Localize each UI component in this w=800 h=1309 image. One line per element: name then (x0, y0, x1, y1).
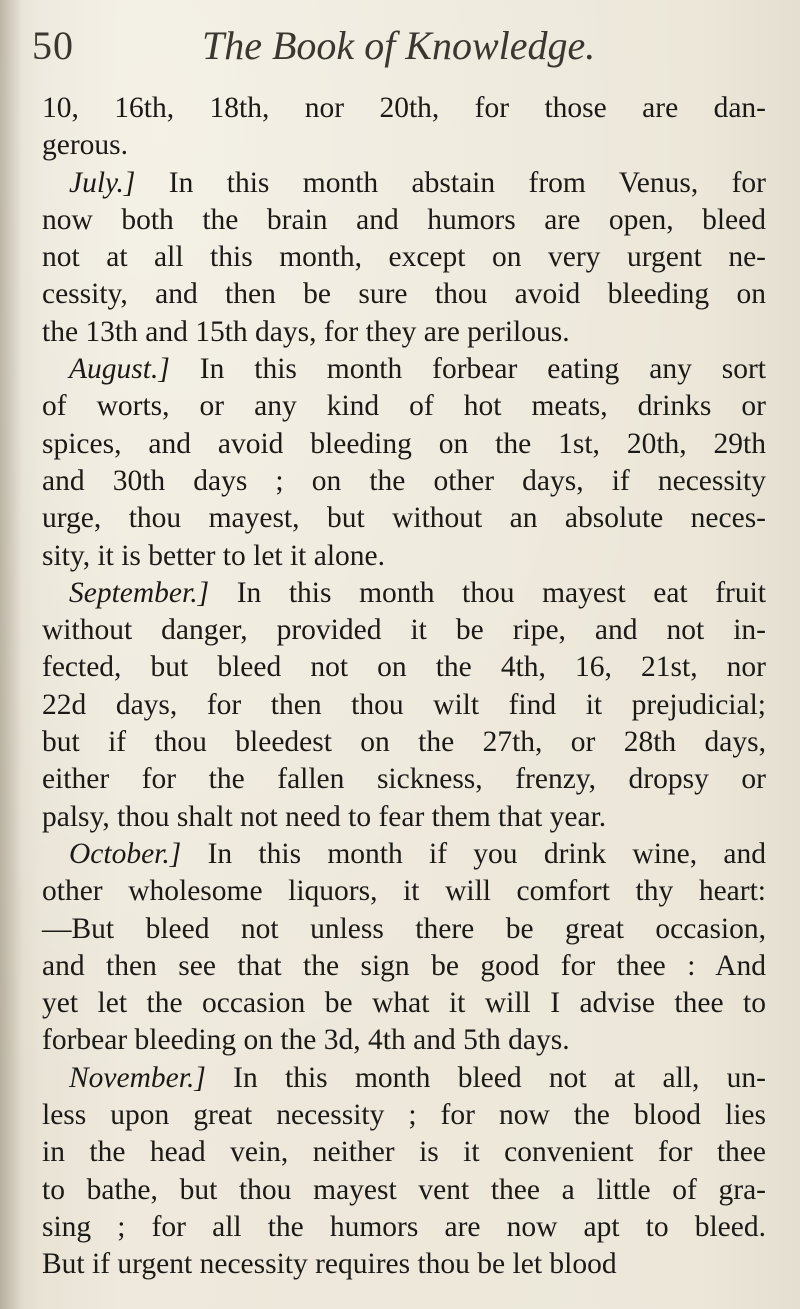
text-line: palsy, thou shalt not need to fear them that year. (42, 800, 607, 833)
text-line: sity, it is better to let it alone. (42, 539, 386, 572)
text-line: cessity, and then be sure thou avoid bleeding on (42, 278, 766, 311)
text-line: the 13th and 15th days, for they are perilous. (42, 315, 570, 348)
running-title: The Book of Knowledge. (202, 23, 596, 68)
month-heading-november: November.] (69, 1061, 206, 1094)
text-line: yet let the occasion be what it will I advise thee to (42, 987, 766, 1020)
paragraph-first-line (42, 575, 766, 612)
page-number: 50 (32, 23, 74, 68)
paragraph-first-line (42, 836, 766, 873)
text-line: —But bleed not unless there be great occasion, (42, 912, 766, 945)
text-line: and then see that the sign be good for thee : And (42, 949, 766, 982)
text-run: In this month if you drink wine, and (207, 837, 766, 870)
binding-gutter-shadow (0, 0, 22, 1309)
text-line: urge, thou mayest, but without an absolute neces- (42, 502, 766, 535)
text-line: gerous. (42, 129, 129, 162)
text-line: other wholesome liquors, it will comfort thy heart: (42, 875, 766, 908)
text-line: fected, but bleed not on the 4th, 16, 21st, nor (42, 651, 766, 684)
text-line: of worts, or any kind of hot meats, drinks or (42, 390, 766, 423)
month-heading-july: July.] (69, 166, 136, 199)
text-run: In this month thou mayest eat fruit (236, 576, 766, 609)
text-run: In this month bleed not at all, un- (233, 1061, 766, 1094)
text-line: without danger, provided it be ripe, and not in- (42, 614, 766, 647)
running-head (32, 22, 772, 72)
text-line: But if urgent necessity requires thou be let blood (42, 1248, 617, 1281)
text-line: either for the fallen sickness, frenzy, dropsy or (42, 763, 766, 796)
text-line: sing ; for all the humors are now apt to bleed. (42, 1210, 766, 1243)
text-run: In this month abstain from Venus, for (168, 166, 767, 199)
month-heading-september: September.] (69, 576, 210, 609)
body-text (42, 90, 766, 1284)
text-line: forbear bleeding on the 3d, 4th and 5th days. (42, 1024, 570, 1057)
text-line: now both the brain and humors are open, bleed (42, 203, 766, 236)
text-line: spices, and avoid bleeding on the 1st, 20th, 29th (42, 427, 766, 460)
text-line: less upon great necessity ; for now the blood lies (42, 1099, 766, 1132)
text-line: but if thou bleedest on the 27th, or 28th days, (42, 726, 766, 759)
text-line: to bathe, but thou mayest vent thee a little of gra- (42, 1173, 766, 1206)
paragraph-first-line (42, 1060, 766, 1097)
text-line: in the head vein, neither is it convenient for thee (42, 1136, 766, 1169)
text-run: In this month forbear eating any sort (199, 353, 767, 386)
month-heading-august: August.] (69, 353, 170, 386)
text-line: 10, 16th, 18th, nor 20th, for those are dan- (42, 92, 766, 124)
text-line: not at all this month, except on very urgent ne- (42, 241, 766, 274)
paragraph-first-line (42, 351, 766, 388)
month-heading-october: October.] (69, 837, 182, 870)
text-line: 22d days, for then thou wilt find it prejudicial; (42, 688, 766, 721)
paragraph-first-line (42, 165, 766, 202)
text-line: and 30th days ; on the other days, if necessity (42, 464, 766, 497)
